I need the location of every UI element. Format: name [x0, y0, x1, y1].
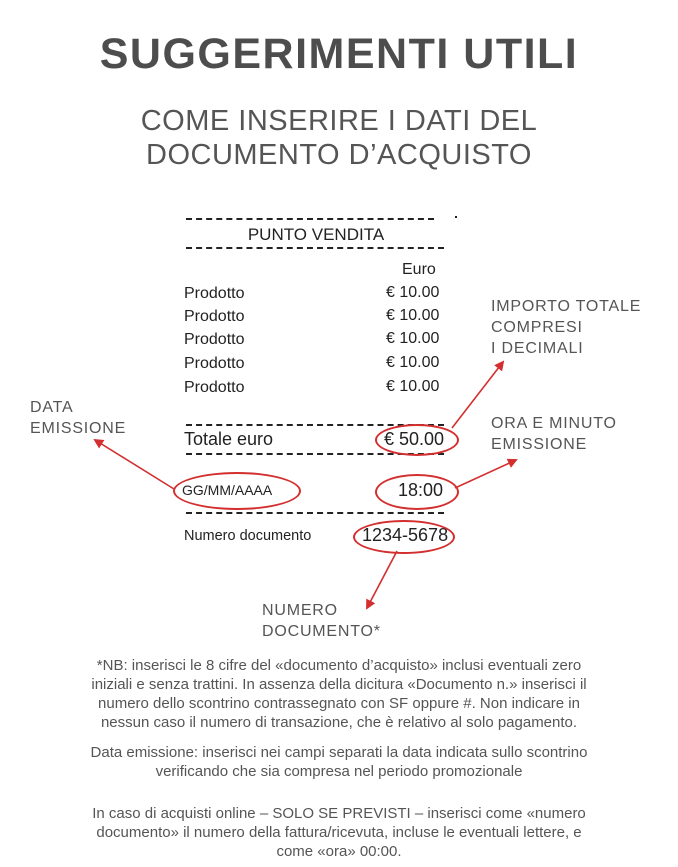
- note-online-line: documento» il numero della fattura/ricevuta, incluse le eventuali lettere, e: [96, 824, 582, 841]
- doc-label: Numero documento: [184, 528, 312, 544]
- note-nb-line: *NB: inserisci le 8 cifre del «documento d’acquisto» inclusi eventuali zero: [96, 657, 582, 674]
- note-online-line: In caso di acquisti online – SOLO SE PREVISTI – inserisci come «numero: [92, 805, 586, 822]
- callout-data-line: EMISSIONE: [30, 420, 127, 437]
- note-online: [30, 804, 648, 861]
- item-name: Prodotto: [184, 285, 245, 302]
- page-title: SUGGERIMENTI UTILI: [99, 30, 579, 78]
- subtitle-line-1: COME INSERIRE I DATI DEL: [140, 105, 538, 137]
- note-nb-line: iniziali e senza trattini. In assenza della dicitura «Documento n.» inserisci il: [91, 676, 587, 693]
- total-label: Totale euro: [184, 429, 274, 449]
- note-data-line: verificando che sia compresa nel periodo promozionale: [155, 763, 523, 780]
- time-value: 18:00: [398, 480, 444, 500]
- note-nb: [30, 656, 648, 732]
- item-name: Prodotto: [184, 308, 245, 325]
- item-name: Prodotto: [184, 355, 245, 372]
- note-data-emissione: [30, 743, 648, 781]
- callout-ora-line: ORA E MINUTO: [491, 415, 617, 432]
- callout-importo-line: IMPORTO TOTALE: [491, 298, 642, 315]
- item-price: € 10.00: [386, 378, 440, 395]
- arrow-numero: [367, 551, 397, 608]
- callout-ora-line: EMISSIONE: [491, 436, 588, 453]
- receipt-header: PUNTO VENDITA: [247, 225, 385, 244]
- item-price: € 10.00: [386, 354, 440, 371]
- callout-importo-line: COMPRESI: [491, 319, 583, 336]
- arrow-importo: [452, 362, 503, 428]
- note-nb-line: numero dello scontrino contrassegnato con SF oppure #. Non indicare in: [98, 695, 580, 712]
- note-online-line: come «ora» 00:00.: [276, 843, 402, 860]
- callout-numero-line: NUMERO: [262, 602, 338, 619]
- item-name: Prodotto: [184, 379, 245, 396]
- callout-importo-line: I DECIMALI: [491, 340, 584, 357]
- item-price: € 10.00: [386, 284, 440, 301]
- item-price: € 10.00: [386, 307, 440, 324]
- arrow-data: [95, 440, 174, 489]
- total-value: € 50.00: [384, 429, 445, 449]
- doc-value: 1234-5678: [362, 525, 449, 545]
- item-name: Prodotto: [184, 331, 245, 348]
- callout-numero-line: DOCUMENTO*: [262, 623, 381, 640]
- arrow-ora: [455, 460, 516, 488]
- callout-data-line: DATA: [30, 399, 74, 416]
- item-price: € 10.00: [386, 330, 440, 347]
- date-placeholder: GG/MM/AAAA: [182, 482, 273, 498]
- note-data-line: Data emissione: inserisci nei campi separati la data indicata sullo scontrino: [90, 744, 588, 761]
- note-nb-line: nessun caso il numero di transazione, che è relativo al solo pagamento.: [100, 714, 578, 731]
- subtitle-line-2: DOCUMENTO D’ACQUISTO: [146, 139, 532, 171]
- currency-header: Euro: [402, 261, 436, 278]
